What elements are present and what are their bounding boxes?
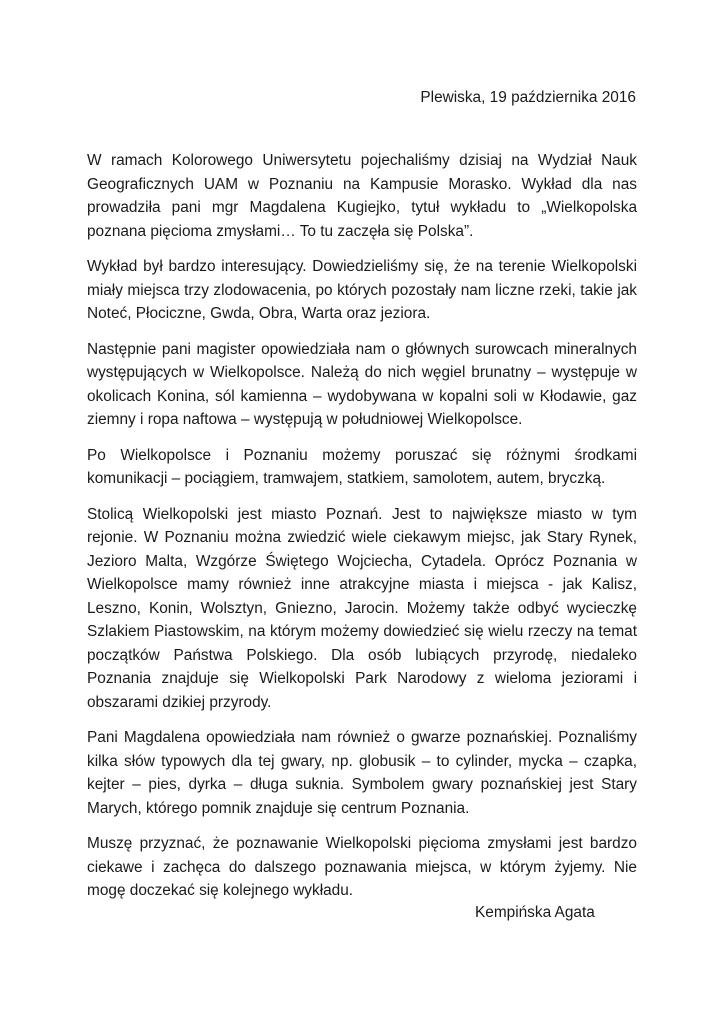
- letter-body: [87, 149, 637, 915]
- paragraph-dialect: Pani Magdalena opowiedziała nam również o gwarze poznańskiej. Poznaliśmy kilka słów typowych dla tej gwary, np. globusik – to cylinder, mycka – czapka, kejter – pies, dyrka – długa suknia. Symbolem gwary poznańskiej jest Stary Marych, którego pomnik znajduje się centrum Poznania.: [87, 729, 637, 817]
- paragraph-conclusion: Muszę przyznać, że poznawanie Wielkopolski pięcioma zmysłami jest bardzo ciekawe i zachęca do dalszego poznawania miejsca, w którym żyjemy. Nie mogę doczekać się kolejnego wykładu.: [87, 835, 637, 899]
- paragraph-intro: W ramach Kolorowego Uniwersytetu pojechaliśmy dzisiaj na Wydział Nauk Geograficznych UAM w Poznaniu na Kampusie Morasko. Wykład dla nas prowadziła pani mgr Magdalena Kugiejko, tytuł wykładu to „Wielkopolska poznana pięcioma zmysłami… To tu zaczęła się Polska”.: [87, 152, 637, 240]
- paragraph-glaciations: Wykład był bardzo interesujący. Dowiedzieliśmy się, że na terenie Wielkopolski miały miejsca trzy zlodowacenia, po których pozostały nam liczne rzeki, takie jak Noteć, Płociczne, Gwda, Obra, Warta oraz jeziora.: [87, 258, 637, 322]
- paragraph-transport: Po Wielkopolsce i Poznaniu możemy poruszać się różnymi środkami komunikacji – pociągiem, tramwajem, statkiem, samolotem, autem, bryczką.: [87, 446, 637, 487]
- date-line: Plewiska, 19 października 2016: [420, 89, 636, 106]
- signature: Kempińska Agata: [475, 904, 595, 921]
- paragraph-minerals: Następnie pani magister opowiedziała nam o głównych surowcach mineralnych występujących w Wielkopolsce. Należą do nich węgiel brunatny – występuje w okolicach Konina, sól kamienna – wydobywana w kopalni soli w Kłodawie, gaz ziemny i ropa naftowa – występują w południowej Wielkopolsce.: [87, 340, 637, 428]
- paragraph-capital: Stolicą Wielkopolski jest miasto Poznań. Jest to największe miasto w tym rejonie. W Poznaniu można zwiedzić wiele ciekawym miejsc, jak Stary Rynek, Jezioro Malta, Wzgórze Świętego Wojciecha, Cytadela. Oprócz Poznania w Wielkopolsce mamy również inne atrakcyjne miasta i miejsca - jak Kalisz, Leszno, Konin, Wolsztyn, Gniezno, Jarocin. Możemy także odbyć wycieczkę Szlakiem Piastowskim, na którym możemy dowiedzieć się wielu rzeczy na temat początków Państwa Polskiego. Dla osób lubiących przyrodę, niedaleko Poznania znajduje się Wielkopolski Park Narodowy z wieloma jeziorami i obszarami dzikiej przyrody.: [87, 505, 637, 711]
